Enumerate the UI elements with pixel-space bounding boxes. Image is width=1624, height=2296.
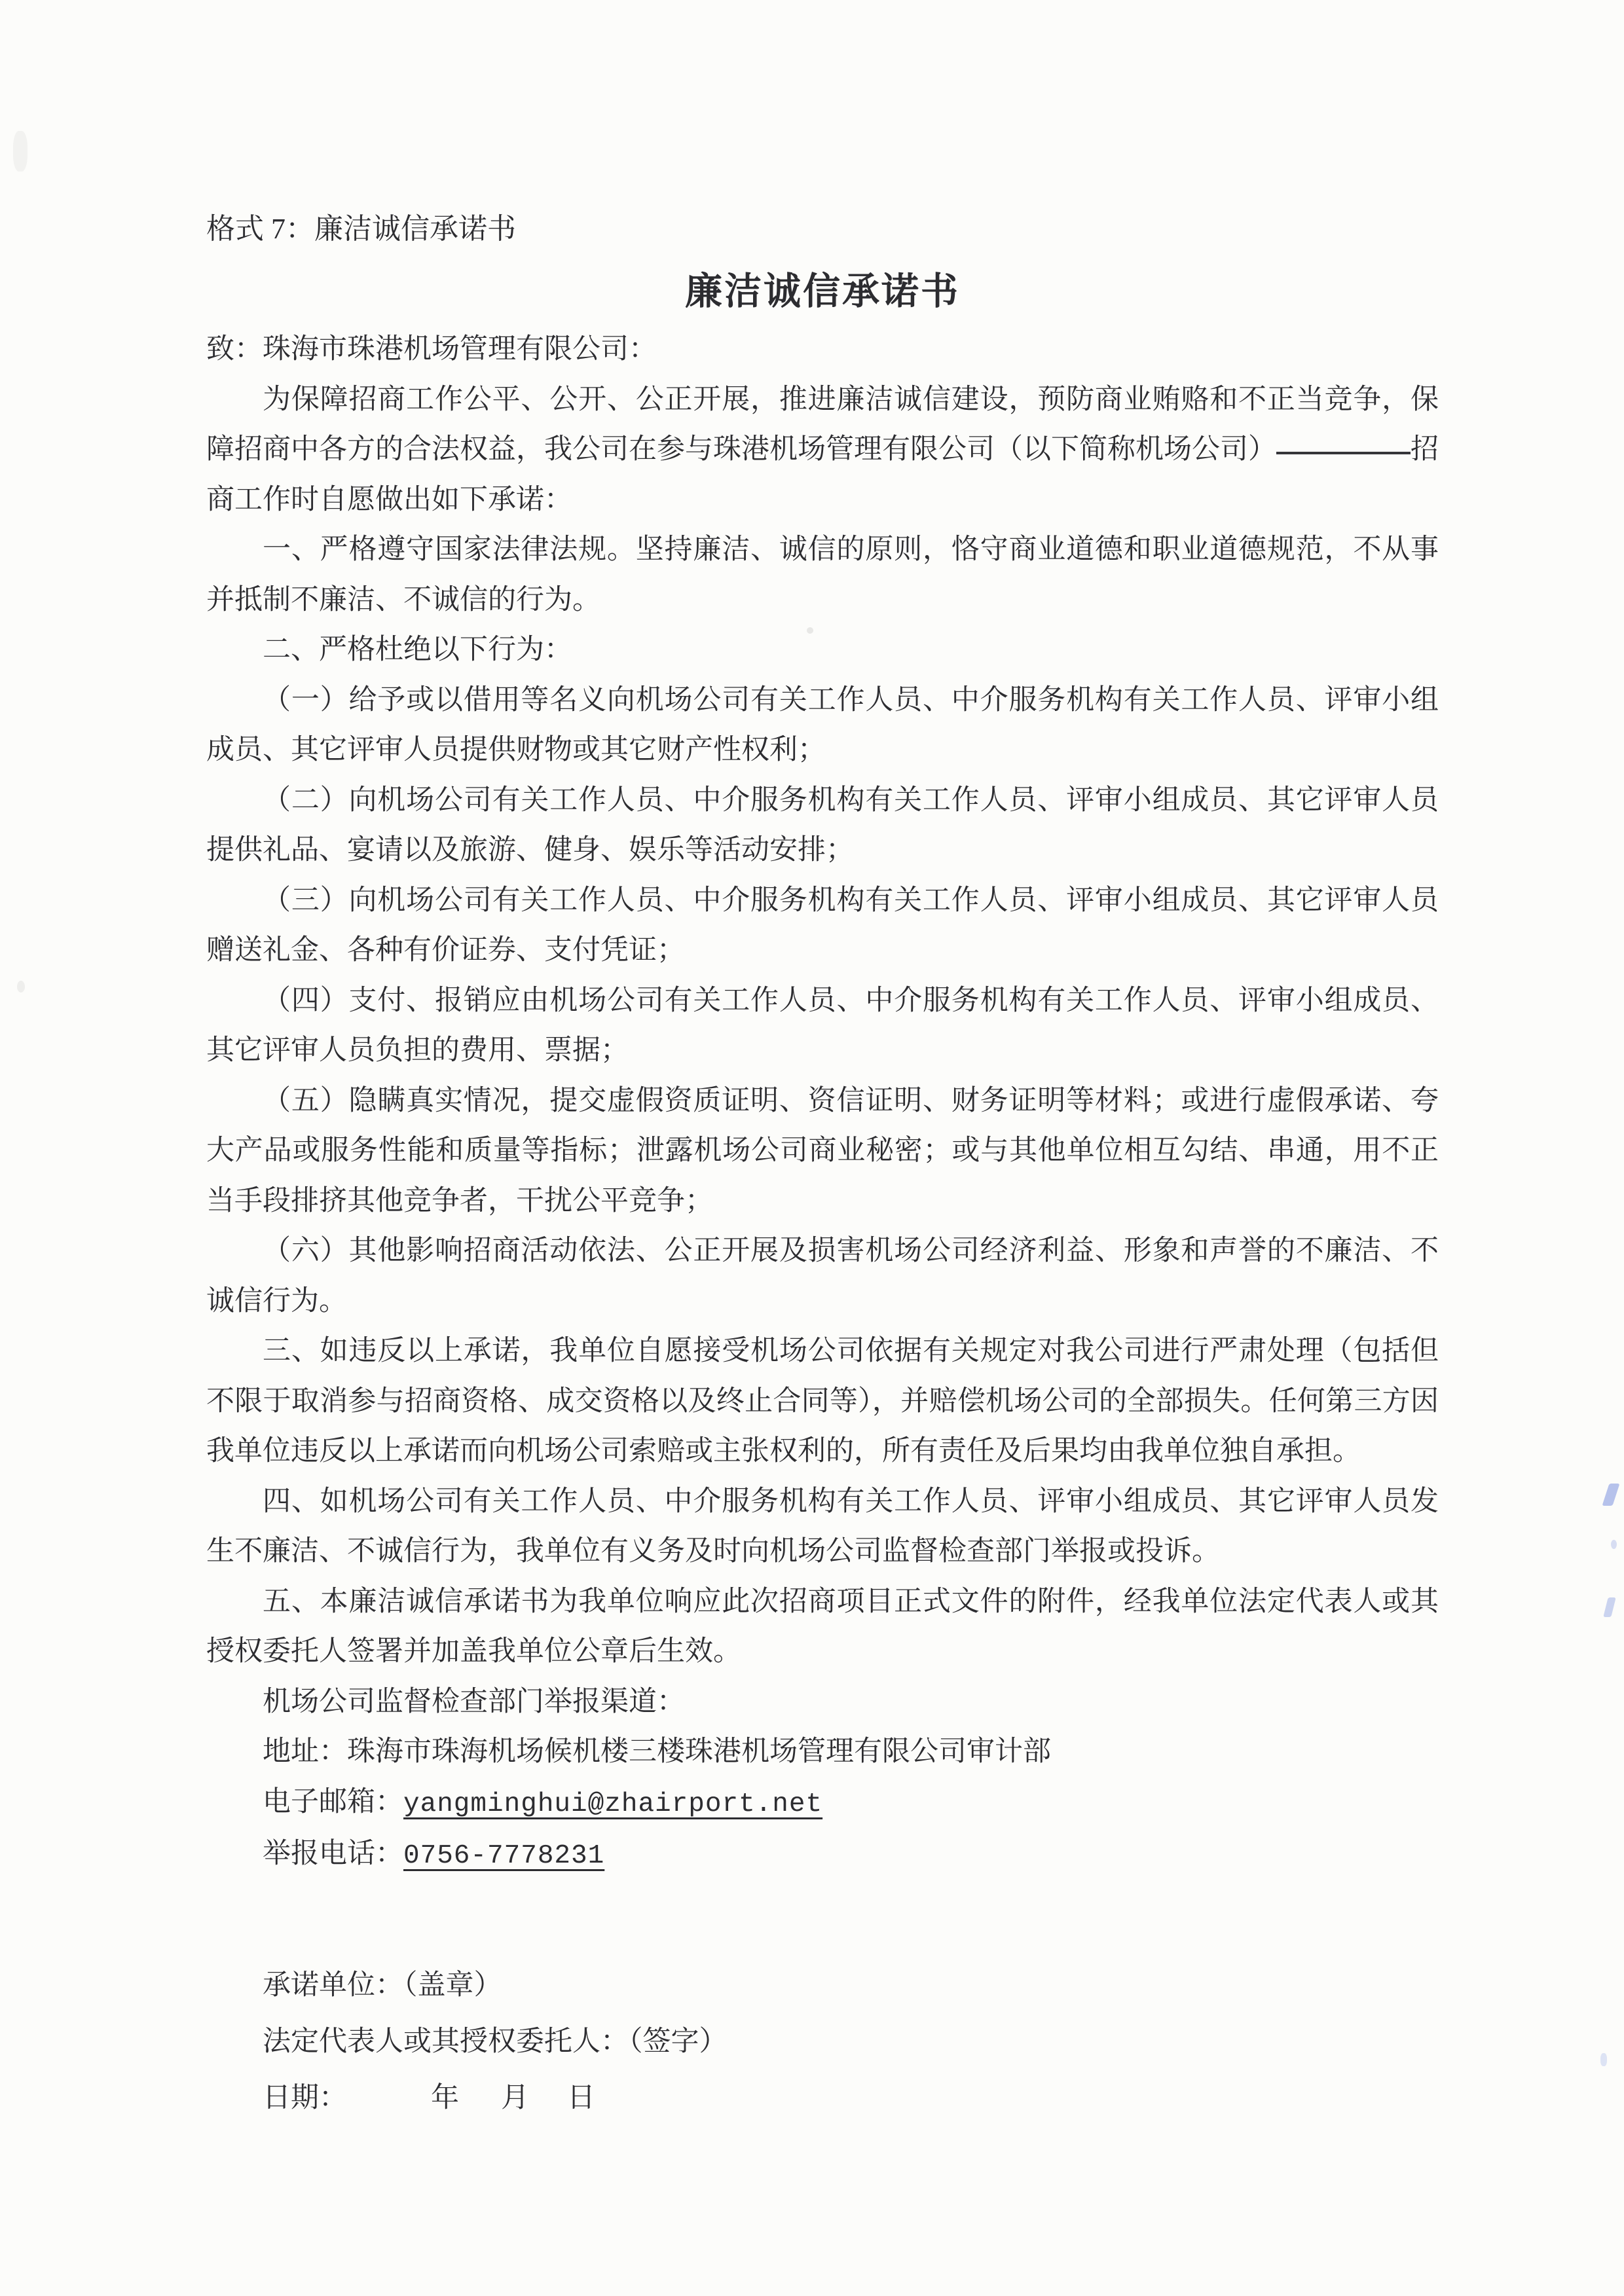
signature-unit-line: 承诺单位：（盖章） <box>263 1969 502 2001</box>
date-year-char: 年 <box>431 2082 459 2113</box>
date-label: 日期： <box>263 2082 347 2113</box>
scan-artifact-blue-mark <box>1603 1597 1615 1617</box>
clause-2-item-2: （二）向机场公司有关工作人员、中介服务机构有关工作人员、评审小组成员、其它评审人员提供礼品、宴请以及旅游、健身、娱乐等活动安排； <box>206 784 1439 866</box>
scan-artifact-gray-smudge <box>13 131 28 172</box>
clause-2-item-4: （四）支付、报销应由机场公司有关工作人员、中介服务机构有关工作人员、评审小组成员、其它评审人员负担的费用、票据； <box>206 985 1439 1066</box>
fill-in-blank-line <box>1276 446 1411 454</box>
intro-text-after-blank: 招商工作时自愿做出如下承诺： <box>206 434 1439 515</box>
signature-date-line <box>206 2070 1439 2126</box>
salutation-line: 致：珠海市珠港机场管理有限公司： <box>206 334 657 365</box>
clause-2-item-6: （六）其他影响招商活动依法、公正开展及损害机场公司经济利益、形象和声誉的不廉洁、不诚信行为。 <box>206 1235 1439 1317</box>
clause-2: 二、严格杜绝以下行为： <box>263 634 572 665</box>
date-day-char: 日 <box>567 2082 595 2113</box>
address-label: 地址： <box>263 1736 347 1767</box>
intro-paragraph <box>206 375 1439 526</box>
document-content <box>206 208 1439 2126</box>
phone-label: 举报电话： <box>263 1838 403 1869</box>
document-title: 廉洁诚信承诺书 <box>685 271 960 312</box>
signature-block <box>206 1958 1439 2126</box>
intro-text-before-blank: 为保障招商工作公平、公开、公正开展，推进廉洁诚信建设，预防商业贿赂和不正当竞争，保障招商中各方的合法权益，我公司在参与珠港机场管理有限公司（以下简称机场公司） <box>206 384 1439 465</box>
email-label: 电子邮箱： <box>263 1786 403 1817</box>
format-label: 格式 7：廉洁诚信承诺书 <box>206 213 516 245</box>
clause-5: 五、本廉洁诚信承诺书为我单位响应此次招商项目正式文件的附件，经我单位法定代表人或其授权委托人签署并加盖我单位公章后生效。 <box>206 1586 1439 1667</box>
scan-artifact-blue-dot <box>1611 1540 1617 1549</box>
phone-value: 0756-7778231 <box>403 1841 605 1871</box>
scan-artifact-blue-mark <box>1602 1484 1619 1506</box>
date-month-char: 月 <box>501 2082 529 2113</box>
scan-artifact-blue-dot <box>1600 2053 1607 2066</box>
scan-artifact-gray-dot <box>17 981 25 993</box>
address-value: 珠海市珠海机场候机楼三楼珠港机场管理有限公司审计部 <box>347 1736 1051 1767</box>
report-email-line <box>206 1777 1439 1830</box>
clause-4: 四、如机场公司有关工作人员、中介服务机构有关工作人员、评审小组成员、其它评审人员发生不廉洁、不诚信行为，我单位有义务及时向机场公司监督检查部门举报或投诉。 <box>206 1485 1439 1567</box>
report-phone-line <box>206 1829 1439 1882</box>
clause-2-item-1: （一）给予或以借用等名义向机场公司有关工作人员、中介服务机构有关工作人员、评审小组成员、其它评审人员提供财物或其它财产性权利； <box>206 684 1439 765</box>
email-value: yangminghui@zhairport.net <box>403 1789 823 1819</box>
clause-2-item-3: （三）向机场公司有关工作人员、中介服务机构有关工作人员、评审小组成员、其它评审人员赠送礼金、各种有价证券、支付凭证； <box>206 884 1439 966</box>
report-channels-heading: 机场公司监督检查部门举报渠道： <box>263 1686 685 1717</box>
clause-1: 一、严格遵守国家法律法规。坚持廉洁、诚信的原则，恪守商业道德和职业道德规范，不从事并抵制不廉洁、不诚信的行为。 <box>206 534 1439 615</box>
clause-3: 三、如违反以上承诺，我单位自愿接受机场公司依据有关规定对我公司进行严肃处理（包括但不限于取消参与招商资格、成交资格以及终止合同等），并赔偿机场公司的全部损失。任何第三方因我单位违反以上承诺而向机场公司索赔或主张权利的，所有责任及后果均由我单位独自承担。 <box>206 1336 1439 1467</box>
report-address-line <box>206 1727 1439 1777</box>
clause-2-item-5: （五）隐瞒真实情况，提交虚假资质证明、资信证明、财务证明等材料；或进行虚假承诺、夸大产品或服务性能和质量等指标；泄露机场公司商业秘密；或与其他单位相互勾结、串通，用不正当手段排挤其他竞争者，干扰公平竞争； <box>206 1085 1439 1216</box>
signature-representative-line: 法定代表人或其授权委托人：（签字） <box>263 2026 728 2057</box>
